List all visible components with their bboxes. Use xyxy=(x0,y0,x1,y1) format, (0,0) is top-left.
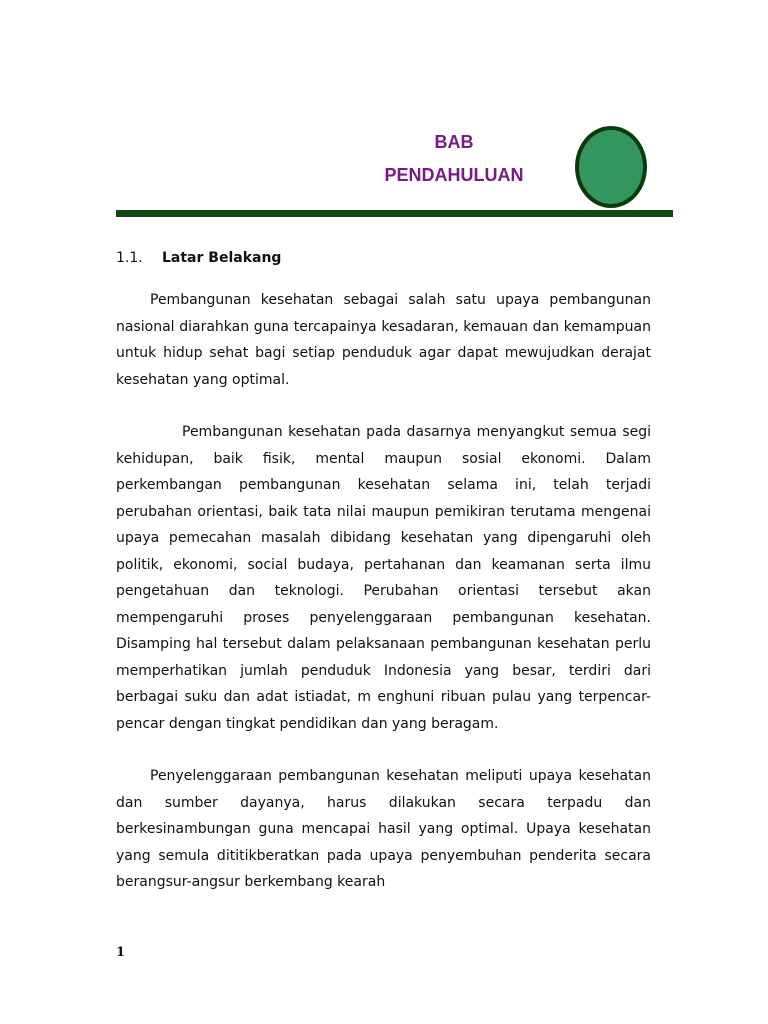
green-circle-decoration xyxy=(575,126,647,208)
section-title: Latar Belakang xyxy=(162,250,282,266)
body-paragraph-3: Penyelenggaraan pembangunan kesehatan meliputi upaya kesehatan dan sumber dayanya, harus dilakukan secara terpadu dan berkesinambungan guna mencapai hasil yang optimal. Upaya kesehatan yang semula dititikberatkan pada upaya penyembuhan penderita secara berangsur-angsur berkembang kearah xyxy=(116,768,651,890)
page-number: 1 xyxy=(116,945,126,960)
body-paragraph-1: Pembangunan kesehatan sebagai salah satu upaya pembangunan nasional diarahkan guna tercapainya kesadaran, kemauan dan kemampuan untuk hidup sehat bagi setiap penduduk agar dapat mewujudkan derajat kesehatan yang optimal. xyxy=(116,292,651,388)
chapter-label: BAB xyxy=(434,132,474,152)
header-divider xyxy=(116,210,673,217)
body-paragraph-2: Pembangunan kesehatan pada dasarnya menyangkut semua segi kehidupan, baik fisik, mental maupun sosial ekonomi. Dalam perkembangan pembangunan kesehatan selama ini, telah terjadi perubahan orientasi, baik tata nilai maupun pemikiran terutama mengenai upaya pemecahan masalah dibidang kesehatan yang dipengaruhi oleh politik, ekonomi, social budaya, pertahanan dan keamanan serta ilmu pengetahuan dan teknologi. Perubahan orientasi tersebut akan mempengaruhi proses penyelenggaraan pembangunan kesehatan. Disamping hal tersebut dalam pelaksanaan pembangunan kesehatan perlu memperhatikan jumlah penduduk Indonesia yang besar, terdiri dari berbagai suku dan adat istiadat, m enghuni ribuan pulau yang terpencar-pencar dengan tingkat pendidikan dan yang beragam. xyxy=(116,424,651,732)
chapter-title: PENDAHULUAN xyxy=(384,165,524,185)
section-heading xyxy=(116,249,281,267)
section-number: 1.1. xyxy=(116,250,143,266)
